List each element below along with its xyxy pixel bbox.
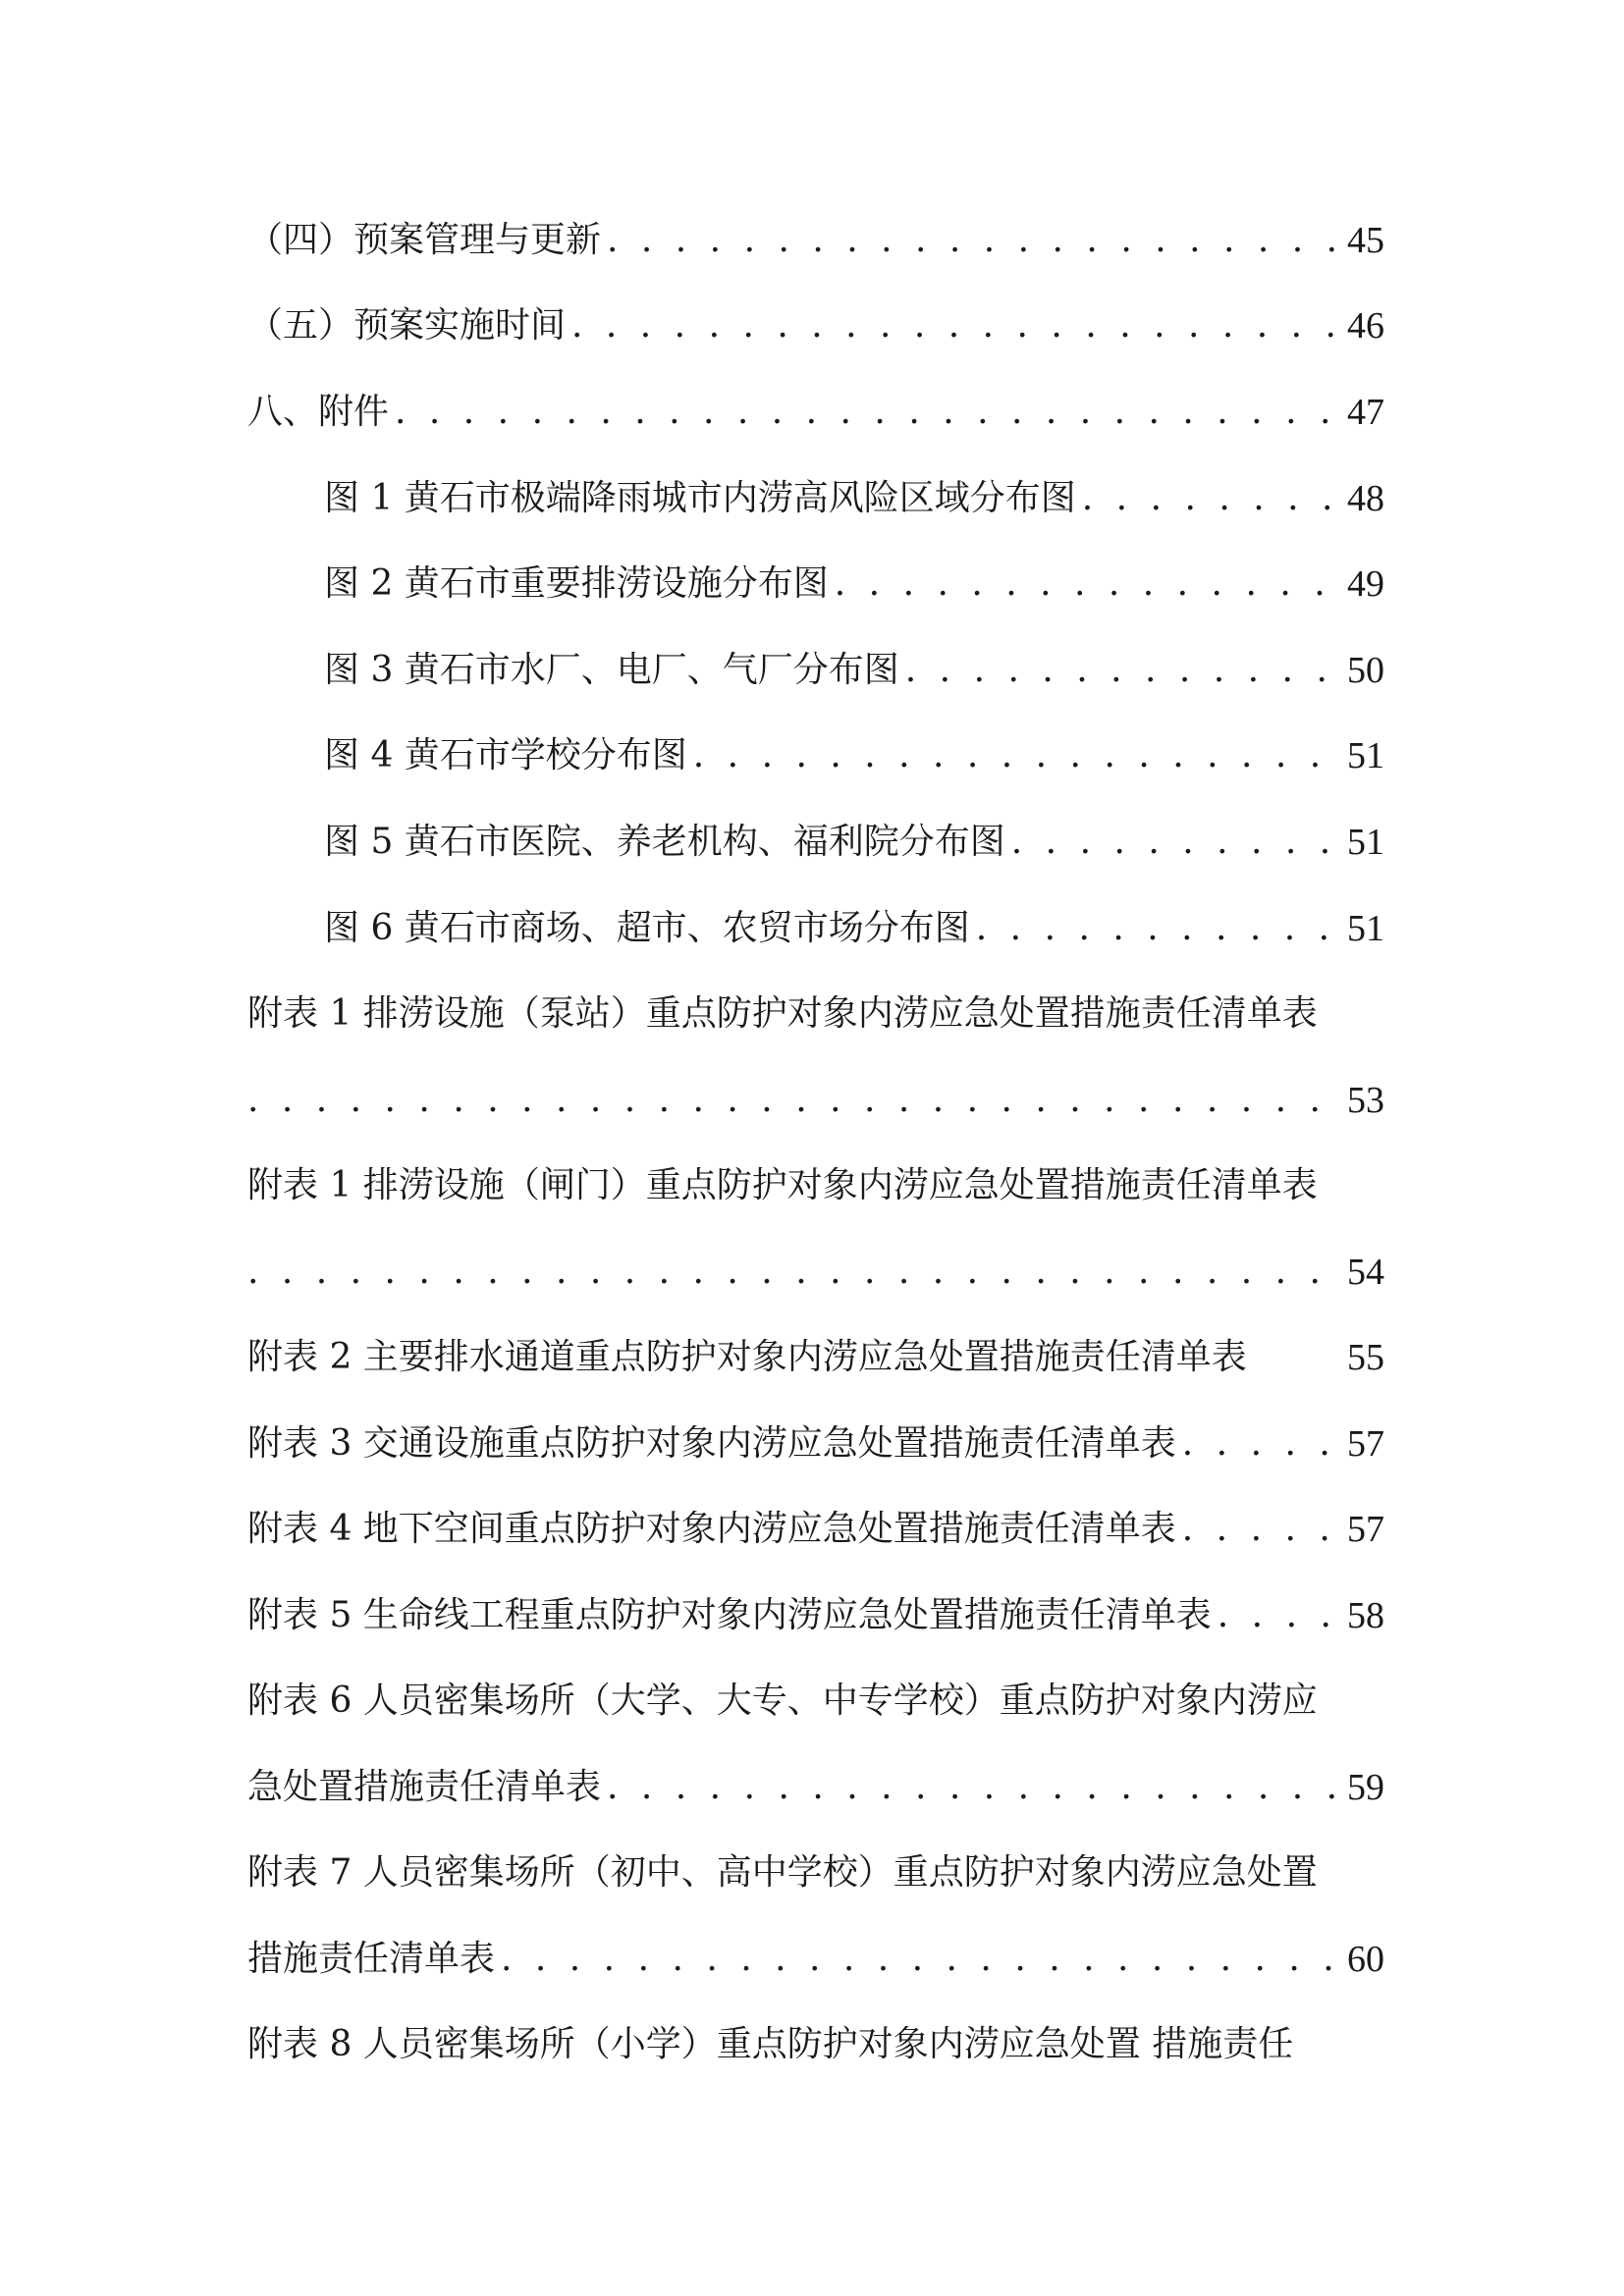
toc-entry-page: 55 — [1347, 1337, 1384, 1378]
toc-entry-continuation[interactable] — [247, 1071, 1384, 1130]
toc-entry-page: 48 — [1347, 478, 1384, 519]
toc-entry-page: 51 — [1347, 822, 1384, 863]
toc-leader-dots — [693, 726, 1337, 785]
toc-entry[interactable] — [247, 985, 1384, 1043]
toc-entry-page: 45 — [1347, 220, 1384, 261]
toc-entry-title: 附表 2 主要排水通道重点防护对象内涝应急处置措施责任清单表 — [247, 1337, 1247, 1377]
toc-entry-title-continued: 措施责任清单表 — [247, 1939, 496, 1979]
toc-entry-page: 49 — [1347, 563, 1384, 605]
toc-entry[interactable] — [324, 641, 1384, 700]
toc-entry-page: 58 — [1347, 1595, 1384, 1636]
toc-leader-dots — [976, 899, 1337, 958]
toc-entry[interactable] — [324, 726, 1384, 785]
toc-leader-dots — [1218, 1586, 1337, 1645]
toc-entry[interactable] — [324, 813, 1384, 872]
toc-leader-dots — [1182, 1415, 1337, 1473]
toc-entry-title: （四）预案管理与更新 — [247, 220, 602, 260]
toc-entry-continuation[interactable] — [247, 1243, 1384, 1302]
toc-leader-dots — [607, 1758, 1337, 1817]
toc-entry-page: 60 — [1347, 1939, 1384, 1980]
toc-entry[interactable] — [247, 1672, 1384, 1731]
toc-entry[interactable] — [247, 1156, 1384, 1215]
toc-entry[interactable] — [247, 1843, 1384, 1902]
toc-entry-title: 附表 4 地下空间重点防护对象内涝应急处置措施责任清单表 — [247, 1509, 1176, 1549]
toc-leader-dots — [1182, 1500, 1337, 1559]
toc-entry-title: 附表 3 交通设施重点防护对象内涝应急处置措施责任清单表 — [247, 1423, 1176, 1464]
toc-entry-continuation[interactable] — [247, 1930, 1384, 1989]
toc-entry[interactable] — [247, 1415, 1384, 1473]
toc-leader-dots — [835, 555, 1337, 614]
toc-entry-title-continued: 急处置措施责任清单表 — [247, 1767, 602, 1807]
toc-entry-title: 图 1 黄石市极端降雨城市内涝高风险区域分布图 — [324, 478, 1076, 518]
toc-entry-page: 46 — [1347, 305, 1384, 347]
toc-entry[interactable] — [247, 296, 1384, 355]
toc-leader-dots — [1082, 469, 1337, 528]
toc-entry-title: 附表 7 人员密集场所（初中、高中学校）重点防护对象内涝应急处置 — [247, 1852, 1318, 1893]
toc-entry[interactable] — [324, 899, 1384, 958]
toc-entry-page: 54 — [1347, 1252, 1384, 1293]
toc-entry[interactable] — [247, 1328, 1384, 1387]
toc-leader-dots — [905, 641, 1337, 700]
toc-leader-dots — [1011, 813, 1337, 872]
toc-leader-dots — [571, 296, 1337, 355]
toc-entry-page: 57 — [1347, 1509, 1384, 1550]
toc-leader-dots — [247, 1071, 1337, 1130]
toc-leader-dots — [501, 1930, 1337, 1989]
toc-leader-dots — [607, 211, 1337, 270]
toc-entry-title: 图 3 黄石市水厂、电厂、气厂分布图 — [324, 650, 899, 690]
toc-entry[interactable] — [247, 211, 1384, 270]
toc-entry-continuation[interactable] — [247, 1758, 1384, 1817]
toc-entry-title: 附表 1 排涝设施（闸门）重点防护对象内涝应急处置措施责任清单表 — [247, 1165, 1318, 1205]
toc-entry[interactable] — [247, 383, 1384, 442]
toc-entry-title: 图 6 黄石市商场、超市、农贸市场分布图 — [324, 908, 970, 948]
toc-entry-page: 57 — [1347, 1423, 1384, 1465]
toc-entry-title: 附表 6 人员密集场所（大学、大专、中专学校）重点防护对象内涝应 — [247, 1681, 1318, 1721]
toc-leader-dots — [395, 383, 1337, 442]
toc-entry-title: 图 5 黄石市医院、养老机构、福利院分布图 — [324, 822, 1005, 862]
toc-entry-page: 53 — [1347, 1080, 1384, 1121]
toc-entry-title: 八、附件 — [247, 392, 390, 432]
toc-leader-dots — [247, 1243, 1337, 1302]
toc-entry[interactable] — [247, 1500, 1384, 1559]
toc-entry[interactable] — [324, 555, 1384, 614]
toc-entry-title: 图 2 黄石市重要排涝设施分布图 — [324, 563, 829, 604]
toc-entry-page: 51 — [1347, 735, 1384, 776]
toc-entry-title: 图 4 黄石市学校分布图 — [324, 735, 687, 775]
toc-entry-title: 附表 1 排涝设施（泵站）重点防护对象内涝应急处置措施责任清单表 — [247, 993, 1318, 1034]
toc-entry[interactable] — [247, 1586, 1384, 1645]
toc-entry-title: 附表 8 人员密集场所（小学）重点防护对象内涝应急处置 措施责任 — [247, 2024, 1294, 2064]
toc-entry-page: 51 — [1347, 908, 1384, 949]
toc-entry-title: 附表 5 生命线工程重点防护对象内涝应急处置措施责任清单表 — [247, 1595, 1212, 1635]
toc-entry-page: 50 — [1347, 650, 1384, 691]
toc-entry-page: 47 — [1347, 392, 1384, 433]
toc-entry[interactable] — [324, 469, 1384, 528]
toc-entry[interactable] — [247, 2015, 1384, 2074]
toc-entry-title: （五）预案实施时间 — [247, 305, 567, 346]
toc-entry-page: 59 — [1347, 1767, 1384, 1808]
